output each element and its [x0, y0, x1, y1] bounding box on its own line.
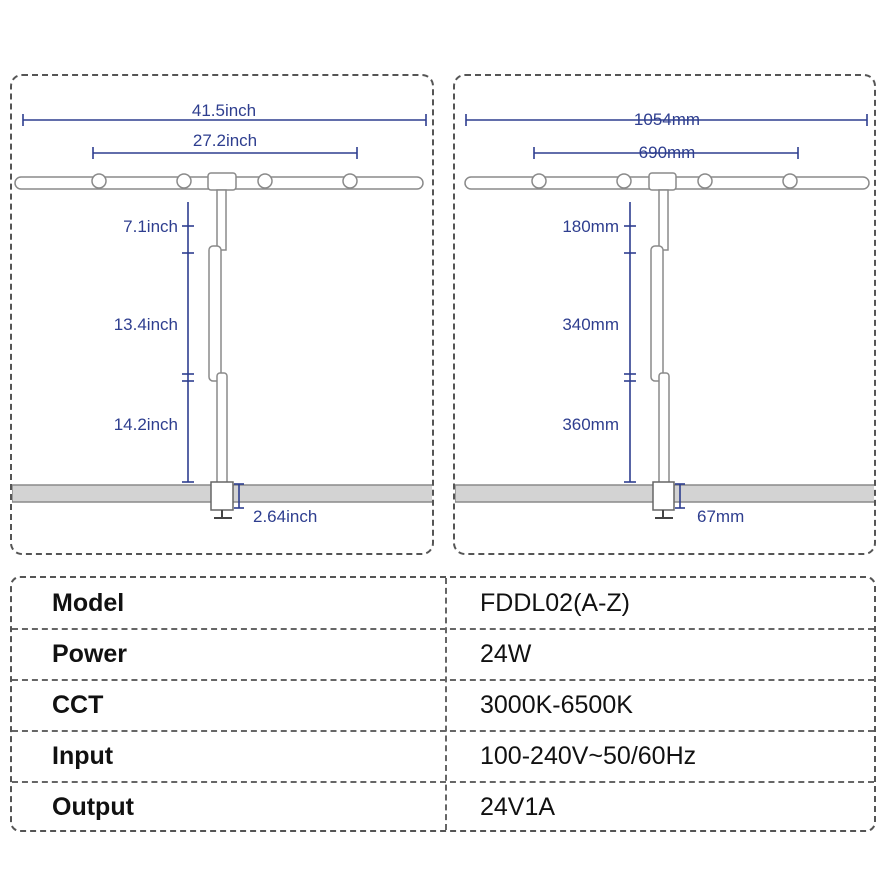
joint-knob: [783, 174, 797, 188]
spec-value: 24V1A: [480, 793, 556, 821]
overall-width-label: 1054mm: [633, 110, 701, 129]
joint-knob: [177, 174, 191, 188]
upper-height-label: 180mm: [562, 217, 619, 236]
clamp-depth-label: 67mm: [697, 507, 745, 526]
lower-height-label: 14.2inch: [113, 415, 178, 434]
spec-value: 100-240V~50/60Hz: [480, 742, 697, 770]
joint-knob: [258, 174, 272, 188]
clamp-depth-label: 2.64inch: [253, 507, 318, 526]
middle-height-label: 13.4inch: [113, 315, 178, 334]
lower-height-label: 360mm: [562, 415, 619, 434]
arm-span-label: 690mm: [638, 143, 696, 162]
pole-upper: [217, 190, 226, 250]
clamp: [211, 482, 233, 510]
table-row: [12, 731, 874, 782]
center-hub: [649, 173, 676, 190]
center-hub: [208, 173, 236, 190]
joint-knob: [617, 174, 631, 188]
spec-value: FDDL02(A-Z): [480, 589, 631, 617]
pole-upper: [659, 190, 668, 250]
spec-value: 24W: [480, 640, 532, 668]
metric-dimensions-panel: [453, 74, 876, 555]
table-row: [12, 680, 874, 731]
clamp: [653, 482, 674, 510]
arm-span-label: 27.2inch: [192, 131, 258, 150]
spec-label: Model: [52, 589, 125, 617]
spec-value: 3000K-6500K: [480, 691, 633, 719]
table-row: [12, 782, 874, 833]
pole-lower: [217, 373, 227, 485]
spec-table: [10, 576, 876, 832]
upper-height-label: 7.1inch: [123, 217, 178, 236]
joint-knob: [532, 174, 546, 188]
joint-knob: [343, 174, 357, 188]
pole-lower: [659, 373, 669, 485]
spec-label: Power: [52, 640, 128, 668]
imperial-dimensions-panel: [10, 74, 434, 555]
joint-knob: [92, 174, 106, 188]
spec-label: Output: [52, 793, 134, 821]
table-row: [12, 578, 874, 629]
table-row: [12, 629, 874, 680]
spec-label: CCT: [52, 691, 104, 719]
pole-middle: [651, 246, 663, 381]
overall-width-label: 41.5inch: [191, 101, 257, 120]
spec-label: Input: [52, 742, 114, 770]
joint-knob: [698, 174, 712, 188]
middle-height-label: 340mm: [562, 315, 619, 334]
pole-middle: [209, 246, 221, 381]
